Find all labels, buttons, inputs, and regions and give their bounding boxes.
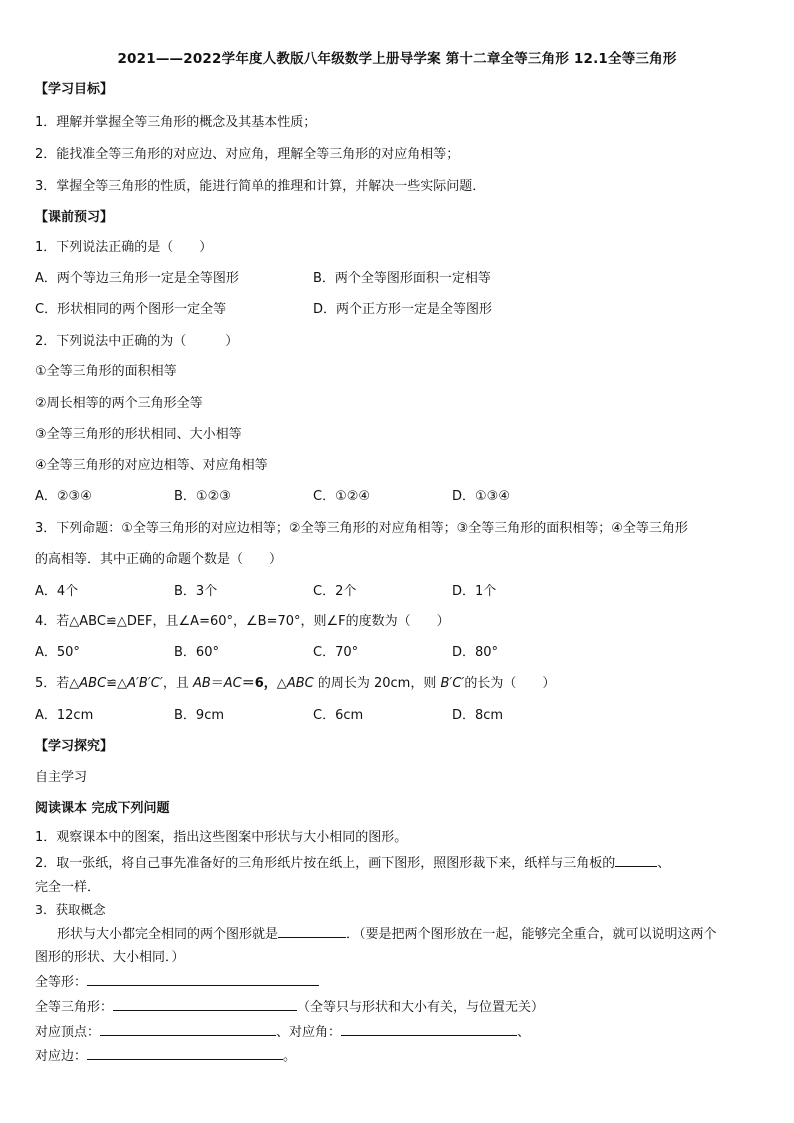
- concept-definition: [57, 923, 717, 942]
- question-5-option-a: A．12cm: [35, 708, 94, 723]
- fill-note: （全等只与形状和大小有关，与位置无关）: [297, 1000, 545, 1015]
- question-1-option-a: A．两个等边三角形一定是全等图形: [35, 271, 239, 286]
- fill-sep: 、: [517, 1025, 531, 1040]
- answer-blank[interactable]: [100, 1023, 276, 1036]
- explore-item-1: 1．观察课本中的图案，指出这些图案中形状与大小相同的图形。: [35, 830, 408, 845]
- concept-definition-text: 形状与大小都完全相同的两个图形就是: [57, 927, 279, 942]
- q5-six: ＝6，△: [241, 676, 287, 691]
- fill-corresponding-sides: [35, 1045, 296, 1064]
- question-1-option-c: C．形状相同的两个图形一定全等: [35, 302, 227, 317]
- question-2-statement-3: ③全等三角形的形状相同、大小相等: [35, 427, 242, 442]
- fill-congruent-triangles: [35, 996, 544, 1015]
- question-4-option-d: D．80°: [452, 645, 499, 660]
- question-3-stem-line-1: 3．下列命题：①全等三角形的对应边相等；②全等三角形的对应角相等；③全等三角形的面积相等；④全等三角形: [35, 521, 688, 536]
- q5-ab: AB: [192, 676, 211, 691]
- reading-task-heading: 阅读课本 完成下列问题: [35, 801, 170, 816]
- concept-definition-note: ．（要是把两个图形放在一起，能够完全重合，就可以说明这两个: [346, 927, 717, 942]
- fill-label: 、对应角：: [276, 1025, 342, 1040]
- question-2-statement-4: ④全等三角形的对应边相等、对应角相等: [35, 458, 268, 473]
- question-2-statement-2: ②周长相等的两个三角形全等: [35, 396, 203, 411]
- answer-blank[interactable]: [341, 1023, 517, 1036]
- question-3-option-b: B．3个: [174, 584, 218, 599]
- explore-item-2-text: 2．取一张纸，将自己事先准备好的三角形纸片按在纸上，画下图形，照图形裁下来，纸样与三角板的: [35, 856, 616, 871]
- fill-label: 全等形：: [35, 975, 88, 990]
- question-3-option-a: A．4个: [35, 584, 79, 599]
- q5-end: 的长为（ ）: [464, 676, 556, 691]
- answer-blank[interactable]: [113, 998, 297, 1011]
- question-3-option-c: C．2个: [313, 584, 357, 599]
- question-5-option-d: D．8cm: [452, 708, 504, 723]
- q5-text-3: ，且: [162, 676, 193, 691]
- q5-bc-prime: B′C′: [440, 676, 465, 691]
- question-1-option-d: D．两个正方形一定是全等图形: [313, 302, 493, 317]
- question-3-stem-line-2: 的高相等．其中正确的命题个数是（ ）: [35, 552, 283, 567]
- question-4-option-a: A．50°: [35, 645, 80, 660]
- section-heading-explore: 【学习探究】: [35, 739, 114, 754]
- question-4-option-c: C．70°: [313, 645, 359, 660]
- explore-item-3: 3．获取概念: [35, 902, 106, 917]
- explore-item-2-continued: 完全一样．: [35, 880, 101, 895]
- fill-label: 对应边：: [35, 1049, 88, 1064]
- question-2-statement-1: ①全等三角形的面积相等: [35, 364, 177, 379]
- concept-definition-continued: 图形的形状、大小相同．）: [35, 950, 185, 965]
- q5-text-1: 5．若△: [35, 676, 80, 691]
- question-5-option-b: B．9cm: [174, 708, 225, 723]
- explore-item-2: [35, 852, 670, 871]
- goal-3: 3．掌握全等三角形的性质，能进行简单的推理和计算，并解决一些实际问题．: [35, 179, 486, 194]
- goal-1: 1．理解并掌握全等三角形的概念及其基本性质；: [35, 115, 317, 130]
- question-4-option-b: B．60°: [174, 645, 219, 660]
- question-1-stem: 1．下列说法正确的是（ ）: [35, 240, 213, 255]
- question-4-stem: 4．若△ABC≌△DEF，且∠A=60°，∠B=70°，则∠F的度数为（ ）: [35, 614, 450, 629]
- fill-label: 全等三角形：: [35, 1000, 114, 1015]
- fill-end: 。: [283, 1049, 297, 1064]
- q5-perimeter: 的周长为 20cm，则: [313, 676, 441, 691]
- document-title: 2021——2022学年度人教版八年级数学上册导学案 第十二章全等三角形 12.1全等三角形: [117, 51, 677, 67]
- answer-blank[interactable]: [87, 1047, 283, 1060]
- explore-item-2-sep: 、: [657, 856, 671, 871]
- answer-blank[interactable]: [87, 973, 319, 986]
- answer-blank[interactable]: [615, 854, 657, 867]
- goal-2: 2．能找准全等三角形的对应边、对应角，理解全等三角形的对应角相等；: [35, 147, 460, 162]
- question-2-option-c: C．①②④: [313, 489, 371, 504]
- section-heading-goals: 【学习目标】: [35, 82, 114, 97]
- fill-corresponding-vertices-angles: [35, 1021, 530, 1040]
- q5-text-2: ≌△: [106, 676, 128, 691]
- answer-blank[interactable]: [278, 925, 346, 938]
- question-5-stem: [35, 672, 555, 691]
- question-5-option-c: C．6cm: [313, 708, 364, 723]
- question-2-option-a: A．②③④: [35, 489, 92, 504]
- fill-label: 对应顶点：: [35, 1025, 101, 1040]
- q5-abc: ABC: [79, 676, 107, 691]
- q5-abc-prime: A′B′C′: [127, 676, 163, 691]
- question-3-option-d: D．1个: [452, 584, 497, 599]
- fill-congruent-figures: [35, 971, 319, 990]
- question-2-option-b: B．①②③: [174, 489, 231, 504]
- q5-eq: ＝: [210, 676, 224, 691]
- question-1-option-b: B．两个全等图形面积一定相等: [313, 271, 491, 286]
- section-heading-preview: 【课前预习】: [35, 210, 114, 225]
- question-2-option-d: D．①③④: [452, 489, 510, 504]
- question-2-stem: 2．下列说法中正确的为（ ）: [35, 334, 239, 349]
- self-study-heading: 自主学习: [35, 770, 88, 785]
- q5-abc-3: ABC: [286, 676, 314, 691]
- q5-ac: AC: [223, 676, 242, 691]
